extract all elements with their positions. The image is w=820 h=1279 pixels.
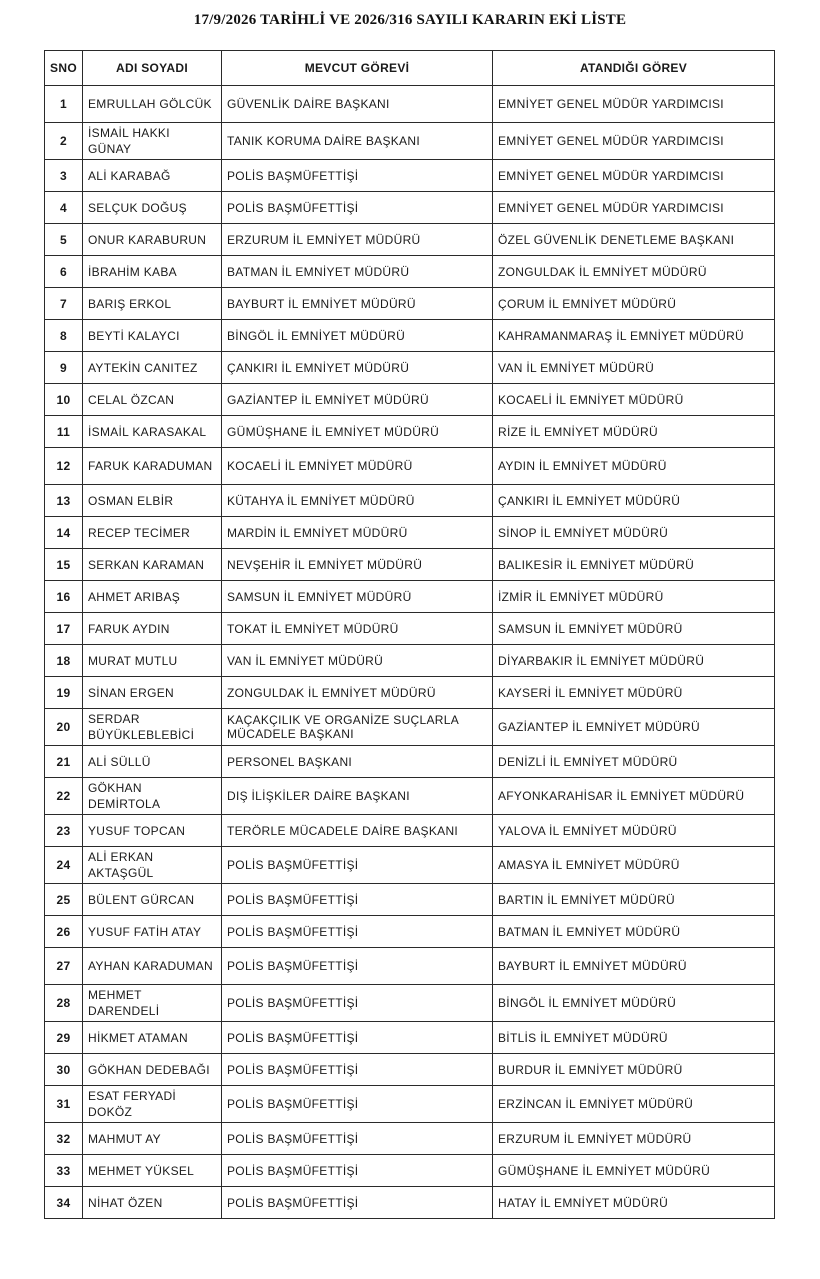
- row-name-cell: GÖKHAN DEDEBAĞI: [83, 1054, 222, 1086]
- row-current-role-cell: POLİS BAŞMÜFETTİŞİ: [222, 847, 493, 884]
- row-name-cell: SELÇUK DOĞUŞ: [83, 192, 222, 224]
- row-name-cell: AYTEKİN CANITEZ: [83, 352, 222, 384]
- row-sno-cell: 22: [45, 778, 83, 815]
- row-name-cell: GÖKHAN DEMİRTOLA: [83, 778, 222, 815]
- row-assigned-role-cell: YALOVA İL EMNİYET MÜDÜRÜ: [493, 815, 775, 847]
- row-sno-cell: 12: [45, 448, 83, 485]
- row-assigned-role-cell: BAYBURT İL EMNİYET MÜDÜRÜ: [493, 948, 775, 985]
- row-current-role-cell: POLİS BAŞMÜFETTİŞİ: [222, 916, 493, 948]
- row-assigned-role-cell: EMNİYET GENEL MÜDÜR YARDIMCISI: [493, 160, 775, 192]
- row-name-cell: ALİ SÜLLÜ: [83, 746, 222, 778]
- row-current-role-cell: POLİS BAŞMÜFETTİŞİ: [222, 1155, 493, 1187]
- table-row: [45, 86, 775, 123]
- row-assigned-role-cell: BATMAN İL EMNİYET MÜDÜRÜ: [493, 916, 775, 948]
- table-body: [45, 86, 775, 1219]
- row-assigned-role-cell: ZONGULDAK İL EMNİYET MÜDÜRÜ: [493, 256, 775, 288]
- row-current-role-cell: POLİS BAŞMÜFETTİŞİ: [222, 884, 493, 916]
- row-name-cell: YUSUF TOPCAN: [83, 815, 222, 847]
- table-row: [45, 746, 775, 778]
- row-assigned-role-cell: BİNGÖL İL EMNİYET MÜDÜRÜ: [493, 985, 775, 1022]
- table-row: [45, 416, 775, 448]
- row-assigned-role-cell: KAYSERİ İL EMNİYET MÜDÜRÜ: [493, 677, 775, 709]
- row-current-role-cell: POLİS BAŞMÜFETTİŞİ: [222, 1123, 493, 1155]
- row-current-role-cell: MARDİN İL EMNİYET MÜDÜRÜ: [222, 517, 493, 549]
- row-sno-cell: 18: [45, 645, 83, 677]
- table-row: [45, 1123, 775, 1155]
- row-sno-cell: 29: [45, 1022, 83, 1054]
- row-current-role-cell: TOKAT İL EMNİYET MÜDÜRÜ: [222, 613, 493, 645]
- table-header: [45, 51, 775, 86]
- row-current-role-cell: GAZİANTEP İL EMNİYET MÜDÜRÜ: [222, 384, 493, 416]
- row-name-cell: BEYTİ KALAYCI: [83, 320, 222, 352]
- row-assigned-role-cell: BALIKESİR İL EMNİYET MÜDÜRÜ: [493, 549, 775, 581]
- row-sno-cell: 17: [45, 613, 83, 645]
- row-sno-cell: 21: [45, 746, 83, 778]
- table-row: [45, 645, 775, 677]
- page-title: 17/9/2026 TARİHLİ VE 2026/316 SAYILI KARARIN EKİ LİSTE: [193, 12, 627, 28]
- row-current-role-cell: SAMSUN İL EMNİYET MÜDÜRÜ: [222, 581, 493, 613]
- row-name-cell: SİNAN ERGEN: [83, 677, 222, 709]
- row-name-cell: ONUR KARABURUN: [83, 224, 222, 256]
- row-name-cell: MEHMET DARENDELİ: [83, 985, 222, 1022]
- row-current-role-cell: BİNGÖL İL EMNİYET MÜDÜRÜ: [222, 320, 493, 352]
- row-current-role-cell: POLİS BAŞMÜFETTİŞİ: [222, 985, 493, 1022]
- row-sno-cell: 4: [45, 192, 83, 224]
- row-sno-cell: 8: [45, 320, 83, 352]
- table-row: [45, 613, 775, 645]
- table-row: [45, 1187, 775, 1219]
- row-current-role-cell: TERÖRLE MÜCADELE DAİRE BAŞKANI: [222, 815, 493, 847]
- row-assigned-role-cell: EMNİYET GENEL MÜDÜR YARDIMCISI: [493, 123, 775, 160]
- row-sno-cell: 13: [45, 485, 83, 517]
- row-assigned-role-cell: BARTIN İL EMNİYET MÜDÜRÜ: [493, 884, 775, 916]
- row-name-cell: ALİ KARABAĞ: [83, 160, 222, 192]
- header-current-role: MEVCUT GÖREVİ: [222, 51, 493, 86]
- row-sno-cell: 2: [45, 123, 83, 160]
- row-sno-cell: 10: [45, 384, 83, 416]
- table-row: [45, 884, 775, 916]
- row-assigned-role-cell: BURDUR İL EMNİYET MÜDÜRÜ: [493, 1054, 775, 1086]
- row-assigned-role-cell: DİYARBAKIR İL EMNİYET MÜDÜRÜ: [493, 645, 775, 677]
- row-current-role-cell: KAÇAKÇILIK VE ORGANİZE SUÇLARLA MÜCADELE BAŞKANI: [222, 709, 493, 746]
- table-row: [45, 916, 775, 948]
- table-row: [45, 352, 775, 384]
- row-sno-cell: 31: [45, 1086, 83, 1123]
- table-row: [45, 815, 775, 847]
- table-row: [45, 224, 775, 256]
- row-current-role-cell: POLİS BAŞMÜFETTİŞİ: [222, 1187, 493, 1219]
- table-row: [45, 1054, 775, 1086]
- row-sno-cell: 27: [45, 948, 83, 985]
- table-row: [45, 123, 775, 160]
- row-name-cell: AYHAN KARADUMAN: [83, 948, 222, 985]
- row-assigned-role-cell: VAN İL EMNİYET MÜDÜRÜ: [493, 352, 775, 384]
- table-row: [45, 384, 775, 416]
- row-sno-cell: 30: [45, 1054, 83, 1086]
- row-name-cell: SERKAN KARAMAN: [83, 549, 222, 581]
- row-sno-cell: 9: [45, 352, 83, 384]
- row-current-role-cell: TANIK KORUMA DAİRE BAŞKANI: [222, 123, 493, 160]
- header-name: ADI SOYADI: [83, 51, 222, 86]
- table-row: [45, 160, 775, 192]
- row-current-role-cell: ÇANKIRI İL EMNİYET MÜDÜRÜ: [222, 352, 493, 384]
- row-assigned-role-cell: SAMSUN İL EMNİYET MÜDÜRÜ: [493, 613, 775, 645]
- row-assigned-role-cell: GAZİANTEP İL EMNİYET MÜDÜRÜ: [493, 709, 775, 746]
- row-current-role-cell: DIŞ İLİŞKİLER DAİRE BAŞKANI: [222, 778, 493, 815]
- row-name-cell: FARUK AYDIN: [83, 613, 222, 645]
- row-sno-cell: 15: [45, 549, 83, 581]
- row-sno-cell: 28: [45, 985, 83, 1022]
- row-name-cell: NİHAT ÖZEN: [83, 1187, 222, 1219]
- header-assigned-role: ATANDIĞI GÖREV: [493, 51, 775, 86]
- table-row: [45, 581, 775, 613]
- row-current-role-cell: GÜVENLİK DAİRE BAŞKANI: [222, 86, 493, 123]
- row-current-role-cell: POLİS BAŞMÜFETTİŞİ: [222, 192, 493, 224]
- row-assigned-role-cell: ERZİNCAN İL EMNİYET MÜDÜRÜ: [493, 1086, 775, 1123]
- row-sno-cell: 32: [45, 1123, 83, 1155]
- table-row: [45, 288, 775, 320]
- row-assigned-role-cell: AMASYA İL EMNİYET MÜDÜRÜ: [493, 847, 775, 884]
- row-sno-cell: 1: [45, 86, 83, 123]
- row-sno-cell: 34: [45, 1187, 83, 1219]
- row-current-role-cell: ERZURUM İL EMNİYET MÜDÜRÜ: [222, 224, 493, 256]
- row-sno-cell: 24: [45, 847, 83, 884]
- row-sno-cell: 7: [45, 288, 83, 320]
- row-sno-cell: 16: [45, 581, 83, 613]
- row-assigned-role-cell: EMNİYET GENEL MÜDÜR YARDIMCISI: [493, 192, 775, 224]
- row-current-role-cell: BAYBURT İL EMNİYET MÜDÜRÜ: [222, 288, 493, 320]
- row-assigned-role-cell: HATAY İL EMNİYET MÜDÜRÜ: [493, 1187, 775, 1219]
- row-name-cell: AHMET ARIBAŞ: [83, 581, 222, 613]
- row-name-cell: ESAT FERYADİ DOKÖZ: [83, 1086, 222, 1123]
- row-sno-cell: 26: [45, 916, 83, 948]
- table-row: [45, 1022, 775, 1054]
- row-name-cell: HİKMET ATAMAN: [83, 1022, 222, 1054]
- header-sno: SNO: [45, 51, 83, 86]
- row-sno-cell: 20: [45, 709, 83, 746]
- row-name-cell: MURAT MUTLU: [83, 645, 222, 677]
- row-name-cell: İSMAİL HAKKI GÜNAY: [83, 123, 222, 160]
- table-row: [45, 485, 775, 517]
- row-current-role-cell: BATMAN İL EMNİYET MÜDÜRÜ: [222, 256, 493, 288]
- table-row: [45, 320, 775, 352]
- table-row: [45, 1155, 775, 1187]
- table-row: [45, 1086, 775, 1123]
- row-assigned-role-cell: AYDIN İL EMNİYET MÜDÜRÜ: [493, 448, 775, 485]
- row-assigned-role-cell: KAHRAMANMARAŞ İL EMNİYET MÜDÜRÜ: [493, 320, 775, 352]
- row-current-role-cell: VAN İL EMNİYET MÜDÜRÜ: [222, 645, 493, 677]
- row-assigned-role-cell: RİZE İL EMNİYET MÜDÜRÜ: [493, 416, 775, 448]
- row-assigned-role-cell: ERZURUM İL EMNİYET MÜDÜRÜ: [493, 1123, 775, 1155]
- table-row: [45, 256, 775, 288]
- table-row: [45, 517, 775, 549]
- row-name-cell: YUSUF FATİH ATAY: [83, 916, 222, 948]
- table-row: [45, 192, 775, 224]
- row-sno-cell: 14: [45, 517, 83, 549]
- row-current-role-cell: NEVŞEHİR İL EMNİYET MÜDÜRÜ: [222, 549, 493, 581]
- table-row: [45, 677, 775, 709]
- row-sno-cell: 5: [45, 224, 83, 256]
- row-sno-cell: 6: [45, 256, 83, 288]
- table-row: [45, 709, 775, 746]
- row-name-cell: FARUK KARADUMAN: [83, 448, 222, 485]
- row-sno-cell: 33: [45, 1155, 83, 1187]
- table-row: [45, 448, 775, 485]
- row-assigned-role-cell: KOCAELİ İL EMNİYET MÜDÜRÜ: [493, 384, 775, 416]
- table-row: [45, 985, 775, 1022]
- row-name-cell: İSMAİL KARASAKAL: [83, 416, 222, 448]
- row-assigned-role-cell: ÇANKIRI İL EMNİYET MÜDÜRÜ: [493, 485, 775, 517]
- row-sno-cell: 11: [45, 416, 83, 448]
- row-current-role-cell: GÜMÜŞHANE İL EMNİYET MÜDÜRÜ: [222, 416, 493, 448]
- row-name-cell: SERDAR BÜYÜKLEBLEBİCİ: [83, 709, 222, 746]
- row-name-cell: BARIŞ ERKOL: [83, 288, 222, 320]
- row-assigned-role-cell: İZMİR İL EMNİYET MÜDÜRÜ: [493, 581, 775, 613]
- row-assigned-role-cell: DENİZLİ İL EMNİYET MÜDÜRÜ: [493, 746, 775, 778]
- row-assigned-role-cell: GÜMÜŞHANE İL EMNİYET MÜDÜRÜ: [493, 1155, 775, 1187]
- row-name-cell: İBRAHİM KABA: [83, 256, 222, 288]
- row-sno-cell: 25: [45, 884, 83, 916]
- row-current-role-cell: POLİS BAŞMÜFETTİŞİ: [222, 1022, 493, 1054]
- row-name-cell: BÜLENT GÜRCAN: [83, 884, 222, 916]
- row-current-role-cell: POLİS BAŞMÜFETTİŞİ: [222, 160, 493, 192]
- row-name-cell: RECEP TECİMER: [83, 517, 222, 549]
- row-name-cell: ALİ ERKAN AKTAŞGÜL: [83, 847, 222, 884]
- row-sno-cell: 19: [45, 677, 83, 709]
- row-name-cell: MAHMUT AY: [83, 1123, 222, 1155]
- row-current-role-cell: POLİS BAŞMÜFETTİŞİ: [222, 1054, 493, 1086]
- table-row: [45, 948, 775, 985]
- table-row: [45, 778, 775, 815]
- header-row: [45, 51, 775, 86]
- row-name-cell: MEHMET YÜKSEL: [83, 1155, 222, 1187]
- row-assigned-role-cell: EMNİYET GENEL MÜDÜR YARDIMCISI: [493, 86, 775, 123]
- row-sno-cell: 3: [45, 160, 83, 192]
- row-current-role-cell: PERSONEL BAŞKANI: [222, 746, 493, 778]
- row-name-cell: EMRULLAH GÖLCÜK: [83, 86, 222, 123]
- row-assigned-role-cell: AFYONKARAHİSAR İL EMNİYET MÜDÜRÜ: [493, 778, 775, 815]
- row-name-cell: CELAL ÖZCAN: [83, 384, 222, 416]
- row-sno-cell: 23: [45, 815, 83, 847]
- row-current-role-cell: ZONGULDAK İL EMNİYET MÜDÜRÜ: [222, 677, 493, 709]
- row-current-role-cell: KOCAELİ İL EMNİYET MÜDÜRÜ: [222, 448, 493, 485]
- row-assigned-role-cell: SİNOP İL EMNİYET MÜDÜRÜ: [493, 517, 775, 549]
- row-assigned-role-cell: ÖZEL GÜVENLİK DENETLEME BAŞKANI: [493, 224, 775, 256]
- row-current-role-cell: POLİS BAŞMÜFETTİŞİ: [222, 1086, 493, 1123]
- row-current-role-cell: POLİS BAŞMÜFETTİŞİ: [222, 948, 493, 985]
- row-current-role-cell: KÜTAHYA İL EMNİYET MÜDÜRÜ: [222, 485, 493, 517]
- row-assigned-role-cell: BİTLİS İL EMNİYET MÜDÜRÜ: [493, 1022, 775, 1054]
- table-row: [45, 549, 775, 581]
- row-assigned-role-cell: ÇORUM İL EMNİYET MÜDÜRÜ: [493, 288, 775, 320]
- row-name-cell: OSMAN ELBİR: [83, 485, 222, 517]
- assignment-table: [44, 50, 775, 1219]
- table-row: [45, 847, 775, 884]
